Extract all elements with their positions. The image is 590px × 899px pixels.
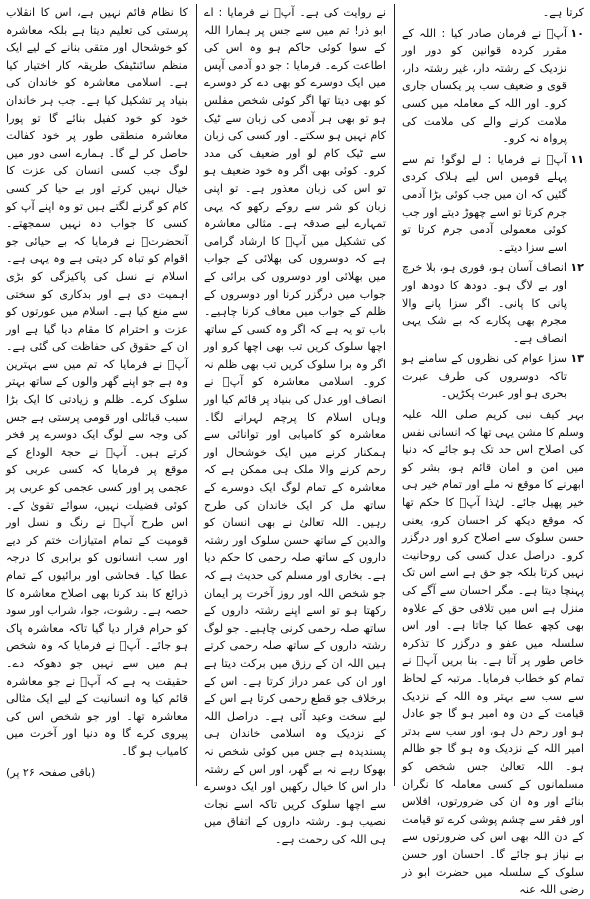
middle-column-body: نے روایت کی ہے۔ آپؐ نے فرمایا : اے ابو ذر! تم میں سے جس پر ہمارا اللہ کے سوا کوئی حاکم ہو وہ اس کی اطاعت کرے۔ فرمایا : جو دو آدمی آپس میں ایک دوسرے کو بھی دے کر دوسرے کو بھی دیتا تھا اگر کوئی شخص مفلس ہو تو بھی ہر آدمی کی زبان سے ٹیک کام نہیں ہو سکتے۔ اور کسی کی زبان سے ٹیک کام لو اور ضعیف کی مدد کرو۔ کوئی بھی اگر وہ خود ضعیف ہو تو اس کی زبان معذور ہے۔ تو اپنی زبان کو شر سے روکے رکھو کہ یہی تمہارے لیے صدقہ ہے۔ مثالی معاشرہ کی تشکیل میں آپؐ کا ارشاد گرامی ہے کہ دوسروں کی بھلائی کے جواب میں بھلائی اور دوسروں کی برائی کے جواب میں درگزر کرنا اور دوسروں کے ظلم کے جواب میں معاف کرنا چاہیے۔ باب تو یہ ہے کہ اگر وہ کسی کے ساتھ اچھا سلوک کریں تب بھی اچھا کرو اور اگر وہ برا سلوک کریں تب بھی ظلم نہ کرو۔ اسلامی معاشرہ کو آپؐ نے انصاف اور عدل کی بنیاد پر قائم کیا اور وہاں اسلام کا پرچم لہرانے لگا۔ معاشرہ کو کامیابی اور توانائی سے ہمکنار کرنے میں ایک خوشحال اور رحم کرنے والا ملک ہی ممکن ہے کہ معاشرہ کے تمام لوگ ایک دوسرے کے ساتھ مل کر ایک خاندان کی طرح رہیں۔ اللہ تعالیٰ نے بھی انسان کو والدین کے ساتھ حسن سلوک اور رشتہ داروں کے ساتھ صلہ رحمی کا حکم دیا ہے۔ بخاری اور مسلم کی حدیث ہے کہ جو شخص اللہ اور روز آخرت پر ایمان رکھتا ہو تو اسے اپنے رشتہ داروں کے ساتھ صلہ رحمی کرنی چاہیے۔ جو لوگ رشتہ داروں کے ساتھ صلہ رحمی کرتے ہیں اللہ ان کے رزق میں برکت دیتا ہے اور ان کی عمر دراز کرتا ہے۔ اس کے برخلاف جو قطع رحمی کرتا ہے اس کے لیے سخت وعید آئی ہے۔ دراصل اللہ کے نزدیک وہ اسلامی خاندان ہی پسندیدہ ہے جس میں کوئی شخص نہ بھوکا رہے نہ بے گھر، اور اس کے رشتہ دار اس کا خیال رکھیں اور ایک دوسرے سے اچھا سلوک کریں تاکہ اسے نجات نصیب ہو۔ رشتہ داروں کے اتفاق میں ہی اللہ کی رحمت ہے۔ — [204, 6, 386, 846]
right-column — [400, 4, 586, 897]
item-text: آپؐ نے فرمایا : لے لوگو! تم سے پہلے قومیں اس لیے ہلاک کردی گئیں کہ ان میں جب کوئی بڑا آدمی جرم کرتا تو اسے چھوڑ دیتے اور جب کوئی معمولی آدمی جرم کرتا تو اسے سزا دیتے۔ — [402, 152, 567, 254]
item-text: انصاف آسان ہو، فوری ہو، بلا خرچ اور بے لاگ ہو۔ دودھ کا دودھ اور پانی کا پانی۔ اگر سزا پانے والا مجرم بھی پکارے کہ بے شک یہی انصاف ہے۔ — [402, 261, 567, 345]
right-column-opening: کرتا ہے۔ — [542, 6, 584, 19]
numbered-item-13 — [402, 350, 584, 403]
right-column-body: بہر کیف نبی کریم صلی اللہ علیہ وسلم کا مشن یہی تھا کہ انسانی نفس کی اصلاح اس حد تک ہو جائے کہ دنیا میں امن و امان قائم ہو، بشر کو ابھرنے کا موقع نہ ملے اور تمام خیر ہی خیر پھیل جائے۔ لہٰذا آپؐ کا حکم تھا کہ موقع دیکھ کر احسان کرو، یعنی حسن سلوک سے اصلاح کرو اور درگزر کرو۔ دراصل عدل کسی کی روحانیت نہیں کرتا بلکہ جو حق ہے اسے اس تک پہنچا دیتا ہے۔ مگر احسان سے آگے کی منزل ہے اس میں تلافی حق کے علاوہ بھی کچھ عطا کیا جاتا ہے۔ اور اس سلسلہ میں عفو و درگزر کا تذکرہ خاص طور پر آتا ہے۔ بنا بریں آپؐ نے تمام کو خطاب فرمایا۔ مرتبہ کے لحاظ سے سب سے بہتر وہ اللہ کے نزدیک قیامت کے دن وہ امیر ہو گا جو عادل ہو اور رحم دل ہو، اور سب سے بدتر امیر اللہ کے نزدیک وہ ہو گا جو ظالم ہو۔ اللہ تعالیٰ جس شخص کو مسلمانوں کے کسی معاملہ کا نگران بنائے اور وہ ان کی ضرورتوں، افلاس اور فقر سے چشم پوشی کرے تو قیامت کے دن اللہ بھی اس کی ضرورتوں سے بے نیاز ہو جائے گا۔ احسان اور حسن سلوک کے سلسلہ میں حضرت ابو ذر رضی اللہ عنہ — [402, 408, 584, 897]
column-divider — [196, 4, 197, 786]
numbered-item-10 — [402, 25, 584, 148]
item-number: ۱۰ — [570, 26, 584, 40]
item-text: سزا عوام کی نظروں کے سامنے ہو تاکہ دوسروں کی طرف عبرت بحری ہو اور عبرت پکڑیں۔ — [402, 352, 567, 401]
left-column — [4, 4, 190, 786]
numbered-item-12 — [402, 259, 584, 347]
continued-on-page-note: (باقی صفحہ ۲۶ پر) — [6, 765, 96, 779]
item-number: ۱۱ — [570, 152, 584, 166]
item-text: آپؐ نے فرمان صادر کیا : اللہ کے مقرر کردہ قوانین کو دور اور نزدیک کے رشتہ دار، غیر رشتہ دار، قوی و ضعیف سب پر یکساں جاری کرو۔ اور اللہ کے معاملہ میں کسی ملامت کرنے والے کی ملامت کی پرواہ نہ کرو۔ — [402, 26, 567, 146]
left-column-body: کا نظام قائم نہیں ہے، اس کا انقلاب پرستی کی تعلیم دیتا ہے بلکہ معاشرہ کو خوشحال اور متقی بنانے کے لیے ایک منظم سائنٹیفک طریقہ کار اختیار کیا ہے۔ اسلامی معاشرہ کو خاندان کی بنیاد پر تشکیل کیا ہے۔ جب ہر خاندان خود کو خود کفیل بنائے گا تو پورا معاشرہ منطقی طور پر خود کفالت حاصل کر لے گا۔ ہمارے اسی دور میں لوگ جب کسی انسان کی عزت کا خیال نہیں کرتے اور بے حیا کر کسی کام کو گرنے لگتے ہیں تو وہ اپنے آپ کو کسی کا جواب دہ نہیں سمجھتے۔ آنحضرتؐ نے فرمایا کہ بے حیائی جو اقوام کو تباہ کر دیتی ہے وہ یہی ہے۔ اسلام نے نسل کی پاکیزگی کو بڑی اہمیت دی ہے اور بدکاری کو سختی سے منع کیا ہے۔ اسلام میں عورتوں کو عزت و احترام کا مقام دیا گیا ہے اور ان کے حقوق کی حفاظت کی گئی ہے۔ آپؐ نے فرمایا کہ تم میں سے بہترین وہ ہے جو اپنے گھر والوں کے ساتھ بہتر سلوک کرے۔ ظلم و زیادتی کا ایک بڑا سبب قبائلی اور قومی پرستی ہے جس کی وجہ سے لوگ ایک دوسرے پر فخر کرتے ہیں۔ آپؐ نے حجۃ الوداع کے موقع پر فرمایا کہ کسی عربی کو عجمی پر اور کسی عجمی کو عربی پر کوئی فضیلت نہیں، سوائے تقویٰ کے۔ اس طرح آپؐ نے رنگ و نسل اور قومیت کے تمام امتیازات ختم کر دیے اور سب انسانوں کو برابری کا درجہ عطا کیا۔ فحاشی اور برائیوں کے تمام ذرائع کا بند کرنا بھی اصلاح معاشرہ کا حصہ ہے۔ رشوت، جوا، شراب اور سود کو حرام قرار دیا گیا تاکہ معاشرہ پاک ہو جائے۔ آپؐ نے فرمایا کہ وہ شخص ہم میں سے نہیں جو دھوکہ دے۔ حقیقت یہ ہے کہ آپؐ نے جو معاشرہ قائم کیا وہ انسانیت کے لیے ایک مثالی معاشرہ تھا۔ اور جو شخص اس کی پیروی کرے گا وہ دنیا اور آخرت میں کامیاب ہو گا۔ — [6, 6, 188, 758]
middle-column — [202, 4, 388, 846]
item-number: ۱۳ — [570, 352, 584, 366]
column-divider — [394, 4, 395, 786]
item-number: ۱۲ — [570, 261, 584, 275]
numbered-item-11 — [402, 151, 584, 257]
newspaper-page — [4, 4, 586, 897]
